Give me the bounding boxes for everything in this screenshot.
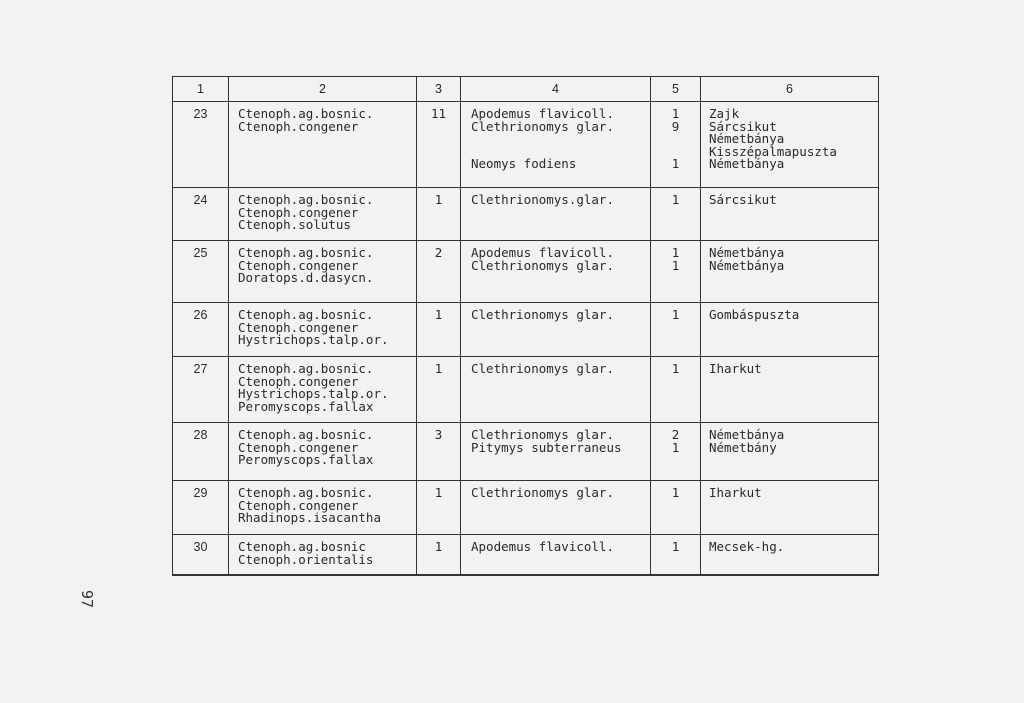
- row-number: 25: [193, 246, 208, 260]
- header-row: [173, 77, 879, 102]
- host-count-cell: [651, 102, 701, 188]
- host-name: Clethrionomys glar.: [471, 361, 614, 376]
- row-number: 24: [193, 193, 208, 207]
- table-row: [173, 481, 879, 535]
- column-header-1: 1: [173, 77, 229, 102]
- count-value: [417, 512, 460, 525]
- host-count-cell: [651, 357, 701, 423]
- host-count-value: [651, 219, 700, 232]
- count-cell: [417, 102, 461, 188]
- locality-name: Iharkut: [709, 485, 762, 500]
- host-name: [471, 454, 650, 467]
- row-number-cell: [173, 357, 229, 423]
- parasite-cell: [229, 357, 417, 423]
- row-number-cell: [173, 423, 229, 481]
- host-name: [471, 512, 650, 525]
- host-cell: [461, 535, 651, 575]
- column-header-5: 5: [651, 77, 701, 102]
- parasite-name: Ctenoph.ag.bosnic: [238, 539, 366, 554]
- count-value: [417, 322, 460, 335]
- locality-cell: [701, 535, 879, 575]
- locality-name: Mecsek-hg.: [709, 539, 785, 554]
- count-value: [417, 442, 460, 455]
- count-cell: [417, 423, 461, 481]
- host-count-value: 1: [671, 192, 680, 207]
- host-name: [471, 219, 650, 232]
- column-header-4: 4: [461, 77, 651, 102]
- host-count-cell: [651, 241, 701, 303]
- parasite-name: Ctenoph.ag.bosnic.: [238, 427, 374, 442]
- parasite-cell: [229, 535, 417, 575]
- parasite-cell: [229, 102, 417, 188]
- locality-name: Németbánya: [709, 427, 785, 442]
- count-value: 1: [434, 307, 443, 322]
- locality-name: Kisszépalmapuszta: [709, 143, 837, 159]
- parasite-cell: [229, 481, 417, 535]
- locality-name: [709, 554, 878, 567]
- data-table: [172, 76, 879, 576]
- count-value: [417, 133, 460, 146]
- table-row: [173, 357, 879, 423]
- count-value: [417, 219, 460, 232]
- locality-name: [709, 219, 878, 232]
- parasite-name: Peromyscops.fallax: [238, 452, 374, 467]
- host-count-value: [651, 133, 700, 146]
- parasite-name: Rhadinops.isacantha: [238, 510, 381, 525]
- count-value: [417, 207, 460, 220]
- host-count-value: [651, 334, 700, 347]
- row-number: 30: [193, 540, 208, 554]
- count-value: [417, 376, 460, 389]
- locality-name: [709, 454, 878, 467]
- parasite-name: Ctenoph.congener: [238, 257, 359, 273]
- count-value: [417, 334, 460, 347]
- host-count-value: [651, 272, 700, 285]
- count-value: 1: [434, 485, 443, 500]
- host-name: Pitymys subterraneus: [471, 439, 622, 455]
- locality-name: [709, 401, 878, 414]
- column-header-3: 3: [417, 77, 461, 102]
- host-count-value: 1: [671, 257, 680, 273]
- host-count-value: [651, 512, 700, 525]
- host-name: [471, 500, 650, 513]
- parasite-cell: [229, 303, 417, 357]
- count-value: 1: [434, 361, 443, 376]
- count-value: [417, 146, 460, 159]
- row-number-cell: [173, 535, 229, 575]
- locality-cell: [701, 423, 879, 481]
- host-count-cell: [651, 423, 701, 481]
- locality-name: Németbány: [709, 439, 777, 455]
- host-count-value: [651, 454, 700, 467]
- parasite-name: Ctenoph.congener: [238, 204, 359, 220]
- parasite-name: Ctenoph.congener: [238, 439, 359, 455]
- row-number-cell: [173, 188, 229, 241]
- host-name: Apodemus flavicoll.: [471, 539, 614, 554]
- host-cell: [461, 357, 651, 423]
- host-name: [471, 376, 650, 389]
- table-row: [173, 303, 879, 357]
- table-row: [173, 188, 879, 241]
- parasite-cell: [229, 241, 417, 303]
- host-cell: [461, 303, 651, 357]
- table-header: [173, 77, 879, 102]
- host-name: [471, 272, 650, 285]
- locality-name: [709, 388, 878, 401]
- host-count-value: [651, 500, 700, 513]
- count-value: [417, 500, 460, 513]
- host-name: Apodemus flavicoll.: [471, 245, 614, 260]
- row-number: 26: [193, 308, 208, 322]
- host-name: Clethrionomys.glar.: [471, 192, 614, 207]
- row-number: 27: [193, 362, 208, 376]
- host-cell: [461, 423, 651, 481]
- count-value: [417, 272, 460, 285]
- parasite-name: Ctenoph.ag.bosnic.: [238, 192, 374, 207]
- host-count-value: [651, 322, 700, 335]
- locality-cell: [701, 241, 879, 303]
- host-count-value: 1: [671, 106, 680, 121]
- host-count-value: 1: [671, 539, 680, 554]
- host-name: Clethrionomys glar.: [471, 257, 614, 273]
- locality-name: Németbánya: [709, 257, 785, 273]
- count-value: 3: [434, 427, 443, 442]
- host-name: Neomys fodiens: [471, 156, 577, 171]
- parasite-name: Doratops.d.dasycn.: [238, 270, 374, 285]
- host-count-cell: [651, 481, 701, 535]
- host-name: Clethrionomys glar.: [471, 427, 614, 442]
- host-count-value: [651, 401, 700, 414]
- locality-name: [709, 322, 878, 335]
- host-count-value: [651, 388, 700, 401]
- host-count-value: 2: [671, 427, 680, 442]
- host-cell: [461, 102, 651, 188]
- table-row: [173, 423, 879, 481]
- host-count-value: 9: [671, 118, 680, 134]
- host-name: [471, 133, 650, 146]
- count-cell: [417, 535, 461, 575]
- host-count-value: 1: [671, 361, 680, 376]
- parasite-cell: [229, 188, 417, 241]
- host-name: [471, 401, 650, 414]
- locality-cell: [701, 102, 879, 188]
- parasite-name: Hystrichops.talp.or.: [238, 332, 389, 347]
- host-count-value: [651, 554, 700, 567]
- parasite-name: Peromyscops.fallax: [238, 398, 374, 414]
- count-cell: [417, 481, 461, 535]
- locality-name: Sárcsikut: [709, 118, 777, 134]
- locality-name: Sárcsikut: [709, 192, 777, 207]
- column-header-2: 2: [229, 77, 417, 102]
- locality-name: Németbánya: [709, 245, 785, 260]
- row-number-cell: [173, 241, 229, 303]
- parasite-name: Ctenoph.ag.bosnic.: [238, 485, 374, 500]
- row-number-cell: [173, 481, 229, 535]
- locality-cell: [701, 188, 879, 241]
- count-value: [417, 401, 460, 414]
- count-cell: [417, 303, 461, 357]
- host-name: [471, 322, 650, 335]
- count-value: [417, 121, 460, 134]
- locality-name: Gombáspuszta: [709, 307, 800, 322]
- parasite-name: Ctenoph.orientalis: [238, 551, 374, 567]
- host-cell: [461, 188, 651, 241]
- parasite-name: [238, 133, 416, 146]
- count-value: 1: [434, 539, 443, 554]
- host-count-value: 1: [671, 307, 680, 322]
- parasite-name: Ctenoph.congener: [238, 497, 359, 513]
- parasite-cell: [229, 423, 417, 481]
- host-count-value: 1: [671, 439, 680, 455]
- locality-cell: [701, 481, 879, 535]
- host-count-value: 1: [671, 156, 680, 171]
- parasite-name: Ctenoph.ag.bosnic.: [238, 307, 374, 322]
- parasite-name: Ctenoph.congener: [238, 118, 359, 134]
- host-count-cell: [651, 535, 701, 575]
- host-name: Clethrionomys glar.: [471, 307, 614, 322]
- parasite-name: [238, 158, 416, 171]
- page-number: 97: [78, 590, 96, 609]
- host-name: Clethrionomys glar.: [471, 118, 614, 134]
- host-name: [471, 554, 650, 567]
- locality-name: Németbánya: [709, 131, 785, 146]
- table-row: [173, 535, 879, 575]
- column-header-6: 6: [701, 77, 879, 102]
- table-row: [173, 241, 879, 303]
- host-cell: [461, 481, 651, 535]
- parasite-name: [238, 146, 416, 159]
- locality-name: Iharkut: [709, 361, 762, 376]
- host-cell: [461, 241, 651, 303]
- host-count-value: [651, 376, 700, 389]
- locality-name: [709, 334, 878, 347]
- locality-name: [709, 376, 878, 389]
- count-cell: [417, 188, 461, 241]
- locality-name: [709, 272, 878, 285]
- locality-cell: [701, 303, 879, 357]
- count-value: [417, 260, 460, 273]
- locality-name: Zajk: [709, 106, 740, 121]
- count-value: [417, 454, 460, 467]
- host-count-value: [651, 207, 700, 220]
- host-name: [471, 388, 650, 401]
- parasite-name: Ctenoph.solutus: [238, 217, 351, 232]
- row-number: 23: [193, 107, 208, 121]
- host-name: Apodemus flavicoll.: [471, 106, 614, 121]
- count-cell: [417, 241, 461, 303]
- count-value: [417, 388, 460, 401]
- locality-name: [709, 207, 878, 220]
- row-number-cell: [173, 102, 229, 188]
- host-count-cell: [651, 303, 701, 357]
- table-body: [173, 102, 879, 575]
- locality-name: [709, 500, 878, 513]
- parasite-name: Ctenoph.congener: [238, 319, 359, 335]
- table-row: [173, 102, 879, 188]
- locality-cell: [701, 357, 879, 423]
- host-count-value: 1: [671, 485, 680, 500]
- count-value: [417, 554, 460, 567]
- row-number: 29: [193, 486, 208, 500]
- row-number-cell: [173, 303, 229, 357]
- parasite-name: Hystrichops.talp.or.: [238, 386, 389, 401]
- locality-name: Németbánya: [709, 156, 785, 171]
- count-value: 11: [430, 106, 447, 121]
- count-cell: [417, 357, 461, 423]
- parasite-name: Ctenoph.ag.bosnic.: [238, 245, 374, 260]
- count-value: 1: [434, 192, 443, 207]
- locality-name: [709, 512, 878, 525]
- host-count-value: 1: [671, 245, 680, 260]
- parasite-name: Ctenoph.ag.bosnic.: [238, 106, 374, 121]
- parasite-name: Ctenoph.congener: [238, 373, 359, 389]
- count-value: [417, 158, 460, 171]
- count-value: 2: [434, 245, 443, 260]
- row-number: 28: [193, 428, 208, 442]
- host-name: Clethrionomys glar.: [471, 485, 614, 500]
- parasite-name: Ctenoph.ag.bosnic.: [238, 361, 374, 376]
- host-count-cell: [651, 188, 701, 241]
- host-name: [471, 334, 650, 347]
- host-name: [471, 207, 650, 220]
